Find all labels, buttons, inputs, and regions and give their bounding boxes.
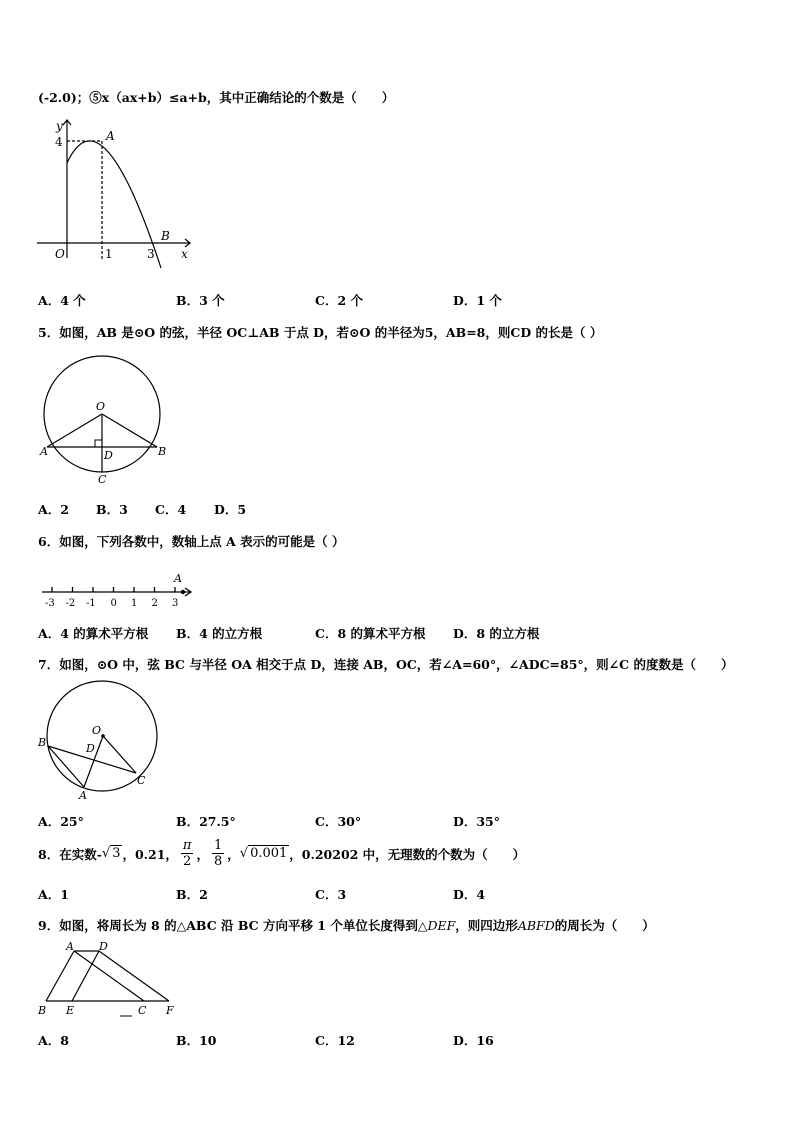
q6-point-a: A <box>174 572 182 585</box>
q7-option-d[interactable]: D．35° <box>453 814 500 829</box>
q5-label-d: D <box>104 449 113 462</box>
q4-option-d[interactable]: D．1 个 <box>453 293 502 308</box>
q7-option-b[interactable]: B．27.5° <box>176 814 236 829</box>
q7-circle-figure <box>38 678 168 803</box>
q6-option-b[interactable]: B．4 的立方根 <box>176 626 263 641</box>
q8-option-d[interactable]: D．4 <box>453 887 486 902</box>
q5-option-c[interactable]: C．4 <box>155 502 187 517</box>
q8-sqrt3: √ 3 <box>101 846 121 861</box>
q6-option-a[interactable]: A．4 的算术平方根 <box>38 626 149 641</box>
q5-option-a[interactable]: A．2 <box>38 502 69 517</box>
q5-option-b[interactable]: B．3 <box>96 502 128 517</box>
q9-label-d: D <box>99 940 108 953</box>
q9-label-b: B <box>38 1004 47 1017</box>
q4-tick-x3: 3 <box>147 247 155 261</box>
q6-tick-label: 3 <box>172 598 179 609</box>
q9-stem-a: 9．如图，将周长为 8 的△ABC 沿 BC 方向平移 1 个单位长度得到 <box>38 918 418 933</box>
q6-number-line <box>40 570 200 615</box>
q4-option-c[interactable]: C．2 个 <box>315 293 363 308</box>
q9-quad: ABFD <box>517 918 555 933</box>
q5-option-d[interactable]: D．5 <box>214 502 247 517</box>
q6-option-d[interactable]: D．8 的立方根 <box>453 626 540 641</box>
q4-tick-y: 4 <box>55 135 63 149</box>
q8-option-a[interactable]: A．1 <box>38 887 69 902</box>
q4-point-a: A <box>106 129 115 143</box>
q9-translation-figure <box>36 940 186 1020</box>
q8-option-b[interactable]: B．2 <box>176 887 208 902</box>
q9-label-e: E <box>66 1004 75 1017</box>
q8-stem-a: 8．在实数- <box>38 846 102 862</box>
q4-tick-x1: 1 <box>105 247 113 261</box>
q5-circle-figure <box>40 352 170 486</box>
q6-option-c[interactable]: C．8 的算术平方根 <box>315 626 426 641</box>
q6-tick-label: 2 <box>151 598 158 609</box>
q8-one-eighth: $\frac{1}{8}$ <box>213 838 223 869</box>
q6-tick-label: -1 <box>86 598 96 609</box>
q6-tick-label: 0 <box>110 598 117 609</box>
q9-tri-def: △DEF <box>417 918 456 933</box>
q9-label-f: F <box>166 1004 174 1017</box>
q7-label-d: D <box>86 742 95 755</box>
q4-option-b[interactable]: B．3 个 <box>176 293 225 308</box>
q7-option-a[interactable]: A．25° <box>38 814 84 829</box>
q8-stem-c: ，0.20202 中，无理数的个数为（ ） <box>289 846 526 862</box>
q8-comma1: ， <box>196 846 209 862</box>
q6-stem: 6．如图，下列各数中，数轴上点 A 表示的可能是（ ） <box>38 534 345 549</box>
q9-stem <box>38 916 655 934</box>
q9-option-c[interactable]: C．12 <box>315 1033 355 1048</box>
q7-label-b: B <box>38 736 47 749</box>
q8-stem <box>38 838 525 869</box>
q9-option-a[interactable]: A．8 <box>38 1033 69 1048</box>
q7-label-c: C <box>137 774 146 787</box>
q6-tick-label: 1 <box>131 598 138 609</box>
q5-label-o: O <box>96 400 106 413</box>
q9-label-c: C <box>138 1004 147 1017</box>
q7-label-a: A <box>79 789 87 802</box>
q8-pi-fraction: $\frac{\pi}{2}$ <box>182 838 192 869</box>
q4-parabola-figure <box>35 118 195 263</box>
q4-stem: (-2.0)；⑤x（ax+b）≤a+b，其中正确结论的个数是（ ） <box>38 90 395 105</box>
q9-option-b[interactable]: B．10 <box>176 1033 217 1048</box>
q9-label-a: A <box>66 940 74 953</box>
q8-option-c[interactable]: C．3 <box>315 887 347 902</box>
q6-tick-label: -3 <box>45 598 55 609</box>
q4-x-label: x <box>181 247 188 261</box>
q9-stem-b: ，则四边形 <box>455 918 518 933</box>
q8-sqrt001: √ 0.001 <box>239 846 288 861</box>
q5-label-b: B <box>158 445 167 458</box>
q7-stem: 7．如图，⊙O 中，弦 BC 与半径 OA 相交于点 D，连接 AB，OC，若∠A=60°，∠ADC=85°，则∠C 的度数是（ ） <box>38 657 734 672</box>
q7-label-o: O <box>92 724 102 737</box>
q5-label-a: A <box>40 445 48 458</box>
q4-origin: O <box>55 247 65 261</box>
q9-option-d[interactable]: D．16 <box>453 1033 494 1048</box>
q5-stem: 5．如图，AB 是⊙O 的弦，半径 OC⊥AB 于点 D，若⊙O 的半径为5，AB=8，则CD 的长是（ ） <box>38 325 603 340</box>
q5-label-c: C <box>98 473 107 486</box>
q4-y-label: y <box>56 119 63 133</box>
q6-tick-label: -2 <box>65 598 76 609</box>
q4-option-a[interactable]: A．4 个 <box>38 293 86 308</box>
q9-stem-c: 的周长为（ ） <box>554 918 655 933</box>
q8-comma2: ， <box>227 846 240 862</box>
q4-point-b: B <box>161 229 170 243</box>
q7-option-c[interactable]: C．30° <box>315 814 362 829</box>
q8-stem-b: ，0.21， <box>122 846 178 862</box>
